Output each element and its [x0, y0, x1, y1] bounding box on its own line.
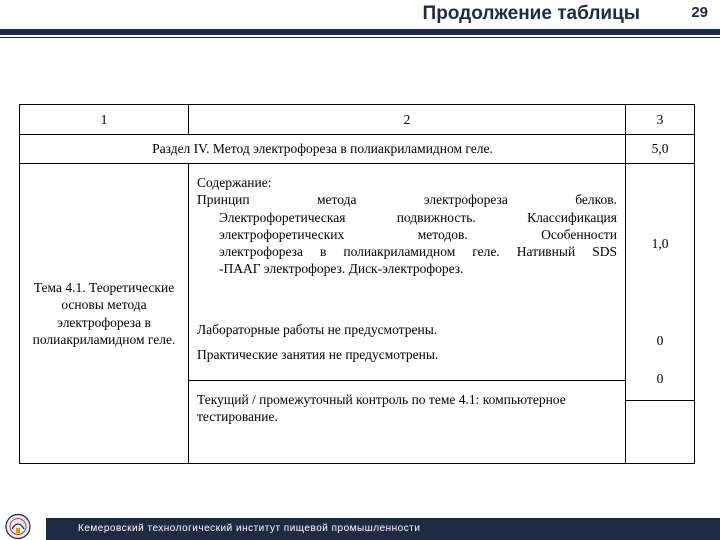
footer-institution: Кемеровский технологический институт пищевой промышленности — [78, 523, 421, 534]
lab-block — [189, 314, 625, 346]
content-line-2: Электрофоретическая подвижность. Классификация — [219, 209, 617, 225]
topic-content-cell — [189, 164, 626, 464]
section-title: Раздел IV. Метод электрофореза в полиакриламидном геле. — [20, 135, 626, 164]
content-line-5: -ПААГ электрофорез. Диск-электрофорез. — [219, 261, 464, 277]
practice-hours: 0 — [656, 371, 664, 387]
hours-cell — [626, 164, 695, 464]
col-header-3: 3 — [626, 105, 695, 135]
lab-hours: 0 — [656, 333, 664, 349]
curriculum-table — [19, 104, 695, 464]
footer-bar — [46, 518, 720, 540]
content-line-1: Принцип метода электрофореза белков. — [197, 192, 617, 208]
content-hours: 1,0 — [651, 236, 669, 252]
topic-title: Тема 4.1. Теоретические основы метода электрофореза в полиакриламидном геле. — [20, 164, 189, 464]
practice-block — [189, 346, 625, 380]
topic-row — [20, 164, 695, 464]
control-text: Текущий / промежуточный контроль по теме 4.1: компьютерное тестирование. — [197, 392, 566, 425]
lab-text: Лабораторные работы не предусмотрены. — [197, 322, 438, 338]
col-header-1: 1 — [20, 105, 189, 135]
page-title: Продолжение таблицы — [422, 3, 640, 24]
section-row — [20, 135, 695, 164]
col-header-2: 2 — [189, 105, 626, 135]
header-rule-thick — [0, 29, 720, 35]
content-heading: Содержание: — [197, 175, 272, 190]
content-block — [189, 164, 625, 314]
header-rule-thin — [0, 37, 720, 38]
practice-text: Практические занятия не предусмотрены. — [197, 347, 439, 362]
institute-logo-icon — [3, 513, 33, 540]
table-header-row — [20, 105, 695, 135]
content-line-3: электрофоретических методов. Особенности — [219, 226, 617, 242]
control-block — [189, 380, 625, 453]
control-hours-empty — [626, 400, 694, 463]
page-number: 29 — [691, 4, 708, 21]
content-line-4: электрофореза в полиакриламидном геле. Нативный SDS — [219, 244, 617, 260]
section-hours: 5,0 — [626, 135, 695, 164]
